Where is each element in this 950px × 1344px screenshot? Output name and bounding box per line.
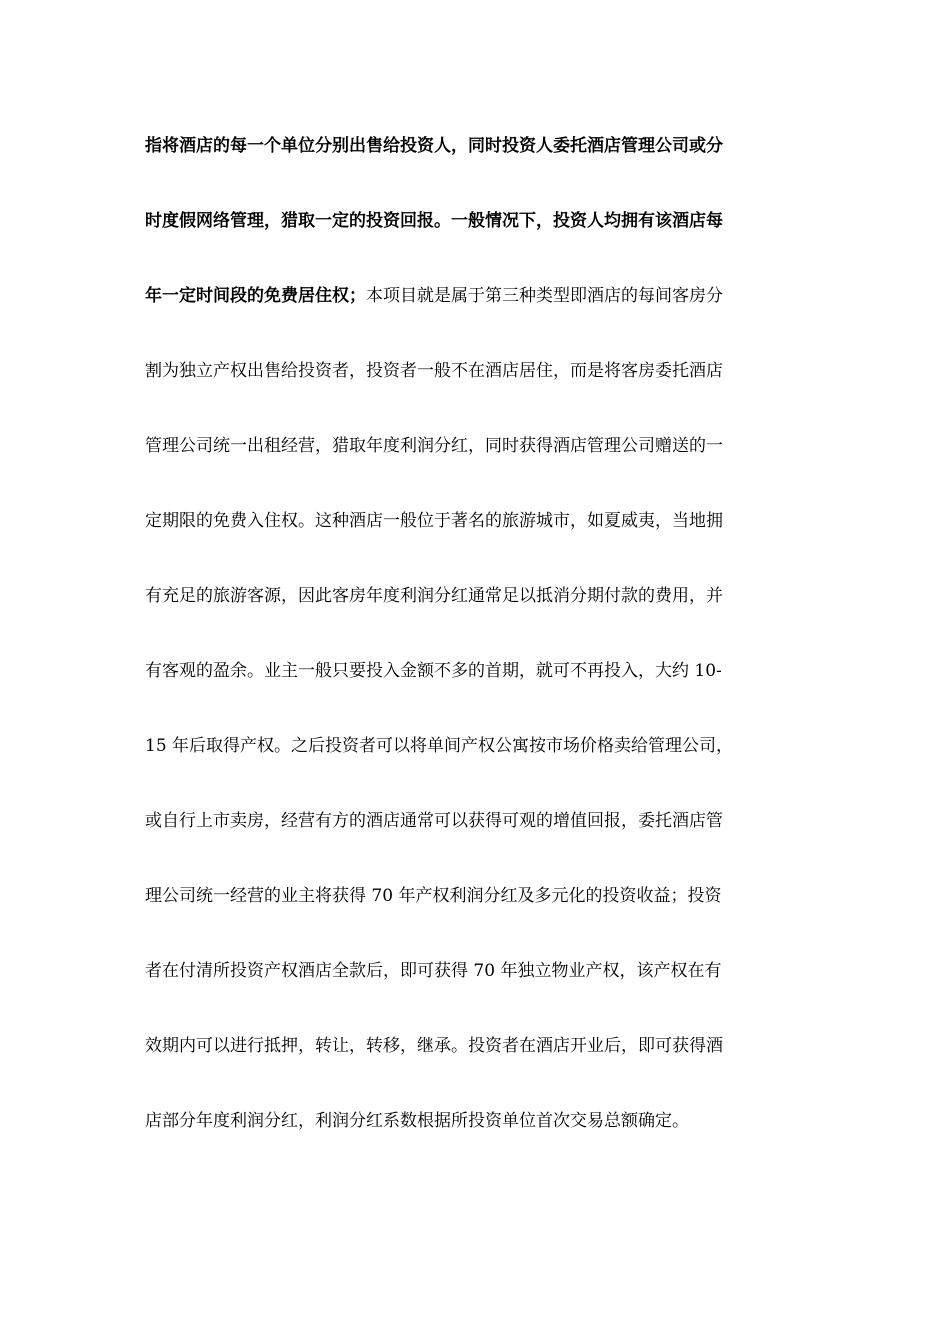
text-line bbox=[145, 503, 805, 541]
normal-text: 15 年后取得产权。之后投资者可以将单间产权公寓按市场价格卖给管理公司， bbox=[145, 736, 734, 756]
normal-text: 定期限的免费入住权。这种酒店一般位于著名的旅游城市，如夏威夷，当地拥 bbox=[145, 511, 723, 531]
normal-text: 本项目就是属于第三种类型即酒店的每间客房分 bbox=[366, 286, 723, 306]
text-line bbox=[145, 578, 805, 616]
text-line bbox=[145, 1028, 805, 1066]
text-line bbox=[145, 278, 805, 316]
text-line bbox=[145, 1103, 805, 1141]
normal-text: 或自行上市卖房，经营有方的酒店通常可以获得可观的增值回报，委托酒店管 bbox=[145, 811, 723, 831]
normal-text: 理公司统一经营的业主将获得 70 年产权利润分红及多元化的投资收益；投资 bbox=[145, 886, 722, 906]
normal-text: 效期内可以进行抵押，转让，转移，继承。投资者在酒店开业后，即可获得酒 bbox=[145, 1036, 723, 1056]
text-line bbox=[145, 878, 805, 916]
text-line bbox=[145, 128, 805, 166]
normal-text: 者在付清所投资产权酒店全款后，即可获得 70 年独立物业产权，该产权在有 bbox=[145, 961, 722, 981]
text-line bbox=[145, 353, 805, 391]
normal-text: 有充足的旅游客源，因此客房年度利润分红通常足以抵消分期付款的费用，并 bbox=[145, 586, 723, 606]
text-line bbox=[145, 203, 805, 241]
normal-text: 管理公司统一出租经营，猎取年度利润分红，同时获得酒店管理公司赠送的一 bbox=[145, 436, 723, 456]
text-line bbox=[145, 803, 805, 841]
bold-text: 时度假网络管理，猎取一定的投资回报。一般情况下，投资人均拥有该酒店每 bbox=[145, 211, 723, 231]
bold-text: 指将酒店的每一个单位分别出售给投资人，同时投资人委托酒店管理公司或分 bbox=[145, 136, 723, 156]
text-line bbox=[145, 953, 805, 991]
text-line bbox=[145, 728, 805, 766]
body-text bbox=[145, 128, 805, 1178]
bold-text: 年一定时间段的免费居住权； bbox=[145, 286, 366, 306]
text-line bbox=[145, 428, 805, 466]
text-line bbox=[145, 653, 805, 691]
normal-text: 割为独立产权出售给投资者，投资者一般不在酒店居住，而是将客房委托酒店 bbox=[145, 361, 723, 381]
normal-text: 有客观的盈余。业主一般只要投入金额不多的首期，就可不再投入，大约 10- bbox=[145, 661, 722, 681]
normal-text: 店部分年度利润分红，利润分红系数根据所投资单位首次交易总额确定。 bbox=[145, 1111, 689, 1131]
